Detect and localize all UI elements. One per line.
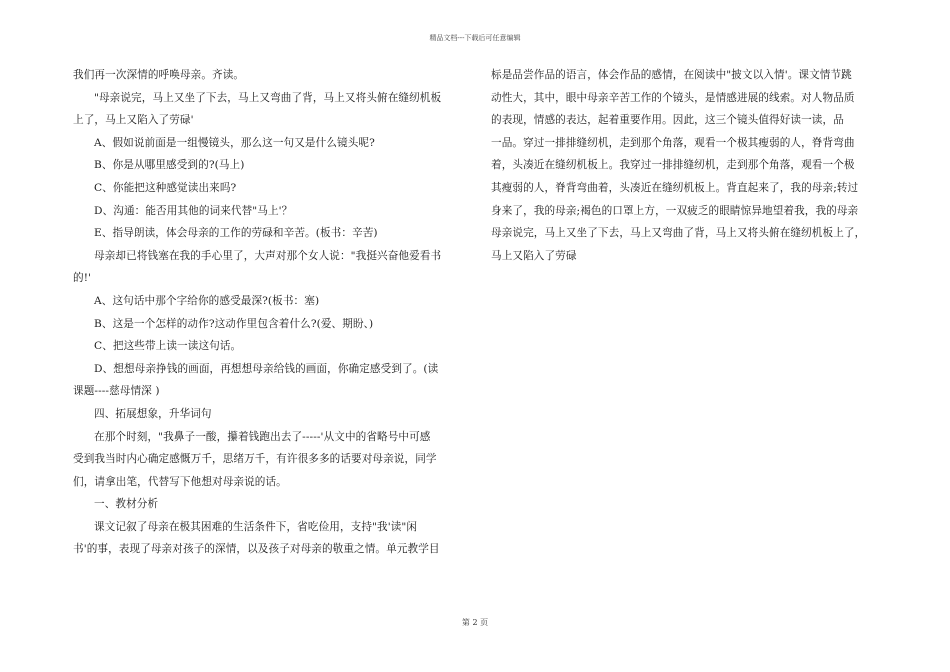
text-line: D、想想母亲挣钱的画面，再想想母亲给钱的画面，你确定感受到了。(读 bbox=[94, 362, 439, 375]
text-line: 我们再一次深情的呼唤母亲。齐读。 bbox=[73, 69, 245, 81]
text-line: E、指导朗读，体会母亲的工作的劳碌和辛苦。(板书：辛苦) bbox=[94, 227, 378, 240]
text-line: 上了，马上又陷入了劳碌' bbox=[73, 114, 194, 127]
text-line: "母亲说完，马上又坐了下去，马上又弯曲了背，马上又将头俯在缝纫机板 bbox=[94, 91, 442, 104]
text-line: C、你能把这种感觉读出来吗? bbox=[94, 181, 237, 194]
text-line: C、把这些带上读一读这句话。 bbox=[94, 340, 242, 353]
text-line: B、你是从哪里感受到的?(马上) bbox=[94, 159, 245, 172]
text-line: 的表现，情感的表达，起着重要作用。因此，这三个镜头值得好读一读，品 bbox=[491, 114, 844, 127]
text-line: 身来了，我的母亲;褐色的口罩上方，一双疲乏的眼睛惊异地望着我，我的母亲 bbox=[491, 204, 859, 217]
text-line: 标是品尝作品的语言，体会作品的感情，在阅读中"披文以入情'。课文情节跳 bbox=[491, 69, 852, 81]
section-heading: 一、教材分析 bbox=[94, 498, 159, 511]
page-header: 精品文档---下载后可任意编辑 bbox=[429, 34, 521, 42]
text-line: 一品。穿过一排排缝纫机，走到那个角落，观看一个极其瘦弱的人，脊背弯曲 bbox=[491, 136, 855, 149]
section-heading: 四、拓展想象，升华词句 bbox=[94, 407, 212, 420]
text-line: 课题----慈母情深 ) bbox=[73, 385, 160, 398]
left-column bbox=[73, 64, 468, 561]
text-line: 课文记叙了母亲在极其困难的生活条件下，省吃俭用，支持"我'读"闲 bbox=[94, 520, 418, 533]
text-line: B、这是一个怎样的动作?这动作里包含着什么?(爱、期盼、) bbox=[94, 317, 374, 330]
text-line: 母亲却已将钱塞在我的手心里了，大声对那个女人说："我挺兴奋他爱看书 bbox=[94, 249, 442, 262]
text-line: 受到我当时内心确定感慨万千，思绪万千，有许很多多的话要对母亲说，同学 bbox=[73, 453, 437, 466]
text-line: 动性大，其中，眼中母亲辛苦工作的个镜头，是情感进展的线索。对人物品质 bbox=[491, 91, 855, 104]
text-line: 书'的事，表现了母亲对孩子的深情，以及孩子对母亲的敬重之情。单元教学目 bbox=[73, 543, 440, 556]
text-line: 其瘦弱的人，脊背弯曲着，头凑近在缝纫机板上。背直起来了，我的母亲;转过 bbox=[491, 181, 859, 194]
text-line: A、假如说前面是一组慢镜头，那么这一句又是什么镜头呢? bbox=[94, 136, 375, 149]
text-line: A、这句话中那个字给你的感受最深?(板书：塞) bbox=[94, 294, 320, 307]
page-number: 第 2 页 bbox=[461, 618, 489, 627]
text-line: D、沟通：能否用其他的词来代替"马上'？ bbox=[94, 204, 293, 217]
text-line: 着，头凑近在缝纫机板上。我穿过一排排缝纫机，走到那个角落，观看一个极 bbox=[491, 159, 855, 172]
text-line: 的!' bbox=[73, 272, 92, 285]
right-column bbox=[491, 64, 881, 267]
text-line: 母亲说完，马上又坐了下去，马上又弯曲了背，马上又将头俯在缝纫机板上了， bbox=[491, 227, 866, 240]
text-line: 们，请拿出笔，代替写下他想对母亲说的话。 bbox=[73, 475, 287, 488]
text-line: 马上又陷入了劳碌 bbox=[491, 249, 577, 262]
text-line: 在那个时刻，"我鼻子一酸，攥着钱跑出去了-----'从文中的省略号中可感 bbox=[94, 430, 431, 443]
